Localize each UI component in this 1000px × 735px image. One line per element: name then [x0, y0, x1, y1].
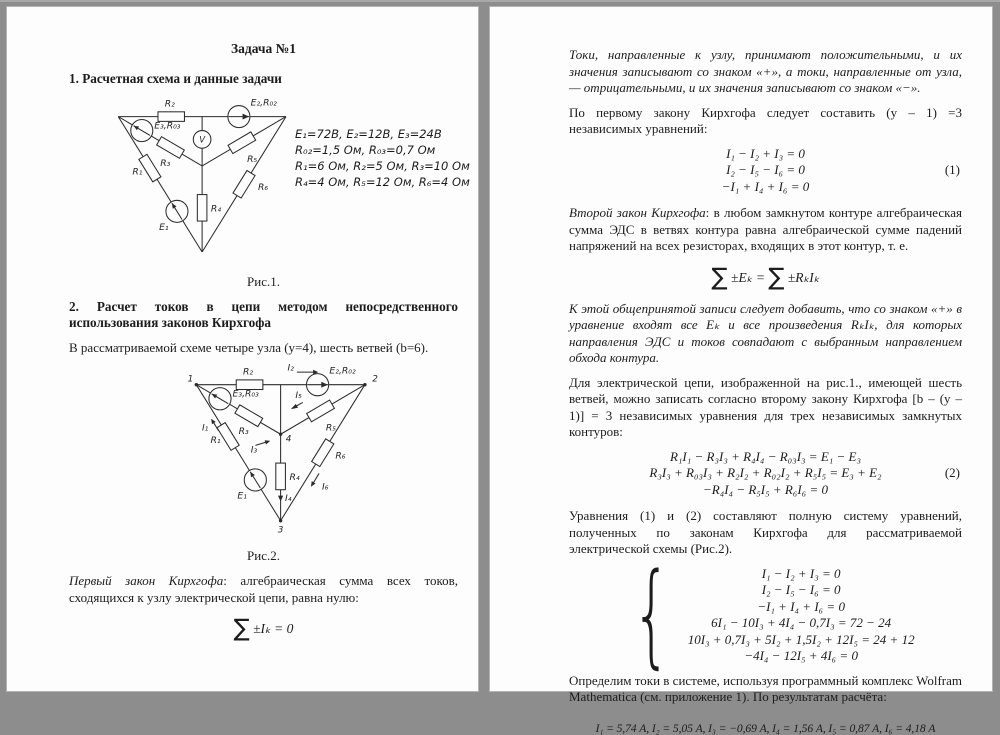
equation-group-1: [569, 146, 962, 196]
system-line: I₂ − I₅ − I₆ = 0: [761, 582, 841, 597]
first-law-count-paragraph: По первому закону Кирхгофа следует составить (у – 1) =3 независимых уравнений:: [569, 104, 962, 136]
system-line: −I₁ + I₄ + I₆ = 0: [757, 598, 845, 614]
figure-1-caption: Рис.1.: [247, 273, 280, 289]
arrowhead-i3: [265, 440, 271, 444]
sign-convention-paragraph: К этой общепринятой записи следует добавить, что со знаком «+» в уравнение входят все Eₖ и все произведения RₖIₖ, для которых направления ЭДС и токов совпадают с выбранным направлением обхода контура.: [569, 300, 962, 365]
label-r1: R₁: [132, 166, 143, 178]
label-voltmeter: V: [199, 134, 206, 145]
system-line: I₁ − I₂ + I₃ = 0: [761, 565, 841, 581]
label-r6: R₆: [258, 181, 269, 193]
wolfram-paragraph: Определим токи в системе, используя программный комплекс Wolfram Mathematica (см. приложение 1). По результатам расчёта:: [569, 672, 962, 704]
equation-number-1: (1): [944, 162, 960, 178]
node-label-3: 3: [277, 525, 284, 536]
second-law-term: Второй закон Кирхгофа: [569, 205, 706, 220]
resistor-r4: [197, 194, 207, 220]
resistor-r6: [312, 439, 334, 467]
second-law-text: : в любом замкнутом контуре алгебраическая сумма ЭДС в ветвях контура равна алгебраической сумме падений напряжений на всех резисторах, входящих в этот контур, т. е.: [569, 205, 962, 253]
label-i5: I₅: [295, 390, 302, 402]
label-i4: I₄: [285, 492, 292, 504]
label-r4: R₄: [289, 472, 300, 484]
second-law-count-paragraph: Для электрической цепи, изображенной на рис.1., имеющей шесть ветвей, можно записать согласно второму закону Кирхгофа [b – (у – 1)] = 3 независимых уравнения для трех независимых замкнутых контуров:: [569, 374, 962, 439]
system-line: 6I₁ − 10I₃ + 4I₄ − 0,7I₃ = 72 − 24: [711, 615, 892, 630]
node-label-1: 1: [187, 374, 194, 385]
equation-line: I₂ − I₅ − I₆ = 0: [726, 162, 805, 177]
equals-sign: =: [755, 269, 765, 285]
arrowhead-i6: [311, 481, 316, 487]
nodes-paragraph: В рассматриваемой схеме четыре узла (у=4), шесть ветвей (b=6).: [69, 339, 429, 355]
label-r5: R₅: [247, 153, 258, 165]
resistor-r4: [276, 463, 286, 490]
equation-system: [569, 550, 962, 680]
label-e3: E₃,R₀₃: [154, 119, 181, 131]
formula-body: ±Iₖ = 0: [253, 621, 294, 636]
node-dot-2: [363, 383, 366, 386]
system-brace: {: [632, 550, 672, 680]
document-page-2: [489, 6, 993, 735]
arrowhead-i1: [211, 419, 216, 425]
first-law-text: : алгебраическая сумма всех токов, сходящихся к узлу электрической цепи, равна нулю:: [69, 573, 459, 605]
formula-lhs: ±Eₖ: [731, 269, 753, 285]
label-e1: E₁: [159, 221, 169, 233]
node-label-2: 2: [372, 374, 378, 385]
system-lines: [688, 566, 915, 665]
figure-1-block: [69, 96, 470, 272]
node-dot-1: [195, 383, 198, 386]
label-r3: R₃: [238, 426, 249, 438]
given-line-3: R₁=6 Ом, R₂=5 Ом, R₃=10 Ом: [295, 158, 470, 173]
sum-symbol: ∑: [768, 262, 785, 291]
given-data-block: [295, 126, 470, 190]
resistor-r6: [233, 170, 255, 198]
label-r1: R₁: [210, 435, 221, 447]
result-line: I₁ = 5,74 А, I₂ = 5,05 А, I₃ = −0,69 А, I₄ = 1,56 А, I₅ = 0,87 А, I₆ = 4,18 А: [595, 721, 936, 735]
node-dot-4: [279, 433, 282, 436]
equation-line: I₁ − I₂ + I₃ = 0: [726, 145, 805, 161]
circuit-diagram-1: [105, 96, 311, 267]
resistor-r5: [228, 131, 256, 153]
equation-number-2: (2): [944, 465, 960, 481]
equation-line: −I₁ + I₄ + I₆ = 0: [721, 178, 810, 194]
label-e2: E₂,R₀₂: [250, 97, 277, 109]
label-r6: R₆: [335, 450, 346, 462]
label-i1: I₁: [201, 422, 209, 434]
currents-sign-paragraph: Токи, направленные к узлу, принимают положительными, и их значения записывают со знаком «+», а токи, направленные от узла, — отрицательными, и их значения записывают со знаком «−».: [569, 47, 962, 95]
equation-line: R₃I₃ + R₀₃I₃ + R₂I₂ + R₀₂I₂ + R₅I₅ = E₃ + E₂: [649, 465, 882, 480]
label-r5: R₅: [325, 422, 336, 434]
system-line: 10I₃ + 0,7I₃ + 5I₂ + 1,5I₂ + 12I₅ = 24 + 12: [687, 631, 915, 647]
node-dot-3: [279, 519, 282, 522]
resistor-r3: [235, 405, 263, 427]
given-line-1: E₁=72В, E₂=12В, E₃=24В: [295, 126, 442, 141]
section-1-heading: 1. Расчетная схема и данные задачи: [69, 71, 282, 86]
formula-rhs: ±RₖIₖ: [787, 269, 820, 285]
second-law-paragraph: [569, 205, 962, 255]
node-label-4: 4: [285, 434, 292, 445]
arrowhead-i4: [278, 496, 283, 502]
equation-line: R₁I₁ − R₃I₃ + R₄I₄ − R₀₃I₃ = E₁ − E₃: [669, 448, 862, 464]
arrowhead-i5: [291, 404, 298, 409]
label-i3: I₃: [250, 444, 258, 456]
second-law-formula: [569, 263, 962, 291]
label-e1: E₁: [237, 490, 247, 502]
sum-symbol: ∑: [233, 614, 250, 642]
resistor-r5: [307, 400, 335, 422]
label-r4: R₄: [210, 202, 222, 214]
first-law-term: Первый закон Кирхгофа: [69, 573, 224, 588]
first-law-formula: [69, 614, 458, 642]
document-page-1: [6, 6, 479, 692]
full-system-paragraph: Уравнения (1) и (2) составляют полную систему уравнений, полученных по законам Кирхгофа для рассматриваемой электрической схемы (Рис.2).: [569, 508, 962, 556]
given-line-2: R₀₂=1,5 Ом, R₀₃=0,7 Ом: [295, 142, 436, 157]
figure-2-block: [69, 364, 458, 546]
equation-group-2: [569, 449, 962, 499]
resistor-r3: [157, 136, 185, 158]
page-title: Задача №1: [231, 41, 296, 56]
section-2-heading: 2. Расчет токов в цепи методом непосредственного использования законов Кирхгофа: [69, 298, 458, 330]
label-i6: I₆: [322, 481, 329, 493]
label-i2: I₂: [287, 364, 294, 374]
first-law-paragraph: [69, 573, 458, 606]
figure-2-caption: Рис.2.: [247, 548, 280, 563]
label-r2: R₂: [164, 97, 175, 109]
given-line-4: R₄=4 Ом, R₅=12 Ом, R₆=4 Ом: [295, 174, 470, 189]
label-r3: R₃: [160, 157, 171, 169]
equation-line: −R₄I₄ − R₅I₅ + R₆I₆ = 0: [702, 481, 829, 497]
label-e2: E₂,R₀₂: [329, 365, 356, 377]
system-line: −4I₄ − 12I₅ + 4I₆ = 0: [744, 648, 858, 663]
label-r2: R₂: [243, 366, 254, 378]
circuit-diagram-2: [183, 364, 393, 540]
sum-symbol: ∑: [711, 262, 728, 291]
label-e3: E₃,R₀₃: [232, 388, 259, 400]
